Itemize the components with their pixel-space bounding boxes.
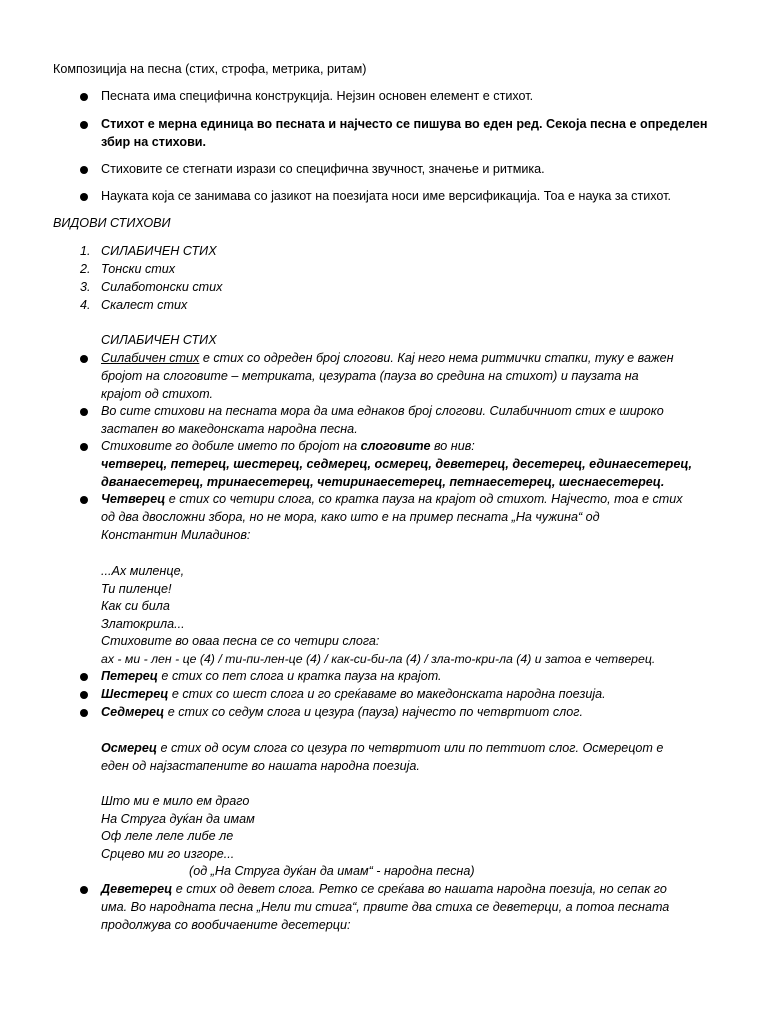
chetverec-text: е стих со четири слога, со кратка пауза на крајот од стихот. Најчесто, тоа е стих <box>165 492 683 506</box>
names-text-a: Стиховите го добиле името по бројот на <box>101 439 361 453</box>
shesterec-line <box>101 686 606 704</box>
syllabic-def-text: е стих со одреден број слогови. Кај него нема ритмички стапки, туку е важен <box>199 351 674 365</box>
poem2-line1: Што ми е мило ем драго <box>101 794 250 808</box>
type-item-3: Силаботонски стих <box>101 280 223 294</box>
poem2-source: (од „На Струга дуќан да имам“ - народна песна) <box>189 864 475 878</box>
chetverec-line1 <box>101 491 683 509</box>
type-number: 1. <box>80 244 91 258</box>
section-heading: ВИДОВИ СТИХОВИ <box>53 216 171 230</box>
bullet-icon <box>80 408 88 416</box>
names-text-c: во нив: <box>430 439 475 453</box>
type-number: 4. <box>80 298 91 312</box>
osmerec-term: Осмерец <box>101 741 157 755</box>
bullet-icon <box>80 443 88 451</box>
type-item-4: Скалест стих <box>101 298 188 312</box>
osmerec-text: е стих од осум слога со цезура по четвртиот или по петтиот слог. Осмерецот е <box>156 741 664 755</box>
intro-bullet-2-line2: збир на стихови. <box>101 135 207 149</box>
type-number: 3. <box>80 280 91 294</box>
poem1-syllables: ах - ми - лен - це (4) / ти-пи-лен-це (4) / как-си-би-ла (4) / зла-то-кри-ла (4) и затоа е четверец. <box>101 652 656 666</box>
equal-syllables-line2: застапен во македонската народна песна. <box>101 422 358 436</box>
chetverec-line2: од два двосложни збора, но не мора, како што е на пример песната „На чужина“ од <box>101 510 600 524</box>
osmerec-line2: еден од најзастапените во нашата народна поезија. <box>101 759 420 773</box>
peterec-term: Петерец <box>101 669 158 683</box>
peterec-text: е стих со пет слога и кратка пауза на крајот. <box>157 669 442 683</box>
devetterec-line1 <box>101 881 667 899</box>
sedmerec-term: Седмерец <box>101 705 165 719</box>
bullet-icon <box>80 691 88 699</box>
names-text-b: слоговите <box>360 439 431 453</box>
shesterec-text: е стих со шест слога и го среќаваме во македонската народна поезија. <box>168 687 606 701</box>
osmerec-line1 <box>101 740 663 758</box>
syllabic-def-line3: крајот од стихот. <box>101 387 214 401</box>
type-item-1: СИЛАБИЧЕН СТИХ <box>101 244 217 258</box>
bullet-icon <box>80 886 88 894</box>
names-list-line1: четверец, петерец, шестерец, седмерец, осмерец, деветерец, десетерец, единаесетерец, <box>101 457 692 471</box>
poem2-line3: Оф леле леле либе ле <box>101 829 234 843</box>
devetterec-text: е стих од девет слога. Ретко се среќава во нашата народна поезија, но сепак го <box>172 882 667 896</box>
poem1-line1: ...Ах миленце, <box>101 564 185 578</box>
intro-bullet-3: Стиховите се стегнати изрази со специфична звучност, значење и ритмика. <box>101 162 545 176</box>
syllabic-def-line2: бројот на слоговите – метриката, цезурата (пауза во средина на стихот) и паузата на <box>101 369 639 383</box>
sedmerec-line <box>101 704 583 722</box>
type-number: 2. <box>80 262 91 276</box>
sub-heading: СИЛАБИЧЕН СТИХ <box>101 333 217 347</box>
peterec-line <box>101 668 442 686</box>
intro-bullet-2-line1: Стихот е мерна единица во песната и најчесто се пишува во еден ред. Секоја песна е определен <box>101 117 708 131</box>
shesterec-term: Шестерец <box>101 687 169 701</box>
bullet-icon <box>80 673 88 681</box>
sedmerec-text: е стих со седум слога и цезура (пауза) најчесто по четвртиот слог. <box>164 705 583 719</box>
intro-bullet-1: Песната има специфична конструкција. Нејзин основен елемент е стихот. <box>101 89 534 103</box>
bullet-icon <box>80 709 88 717</box>
intro-bullet-4: Науката која се занимава со јазикот на поезијата носи име версификација. Тоа е наука за стихот. <box>101 189 672 203</box>
bullet-icon <box>80 166 88 174</box>
devetterec-term: Деветерец <box>101 882 173 896</box>
poem1-line2: Ти пиленце! <box>101 582 172 596</box>
type-item-2: Тонски стих <box>101 262 176 276</box>
poem2-line4: Срцево ми го изгоре... <box>101 847 235 861</box>
poem1-note: Стиховите во оваа песна се со четири слога: <box>101 634 380 648</box>
devetterec-line3: продолжува со вообичаените десетерци: <box>101 918 351 932</box>
bullet-icon <box>80 496 88 504</box>
syllabic-term: Силабичен стих <box>101 351 200 365</box>
names-list-line2: дванаесетерец, тринаесетерец, четиринаесетерец, петнаесетерец, шеснаесетерец. <box>101 475 665 489</box>
chetverec-term: Четверец <box>101 492 166 506</box>
devetterec-line2: има. Во народната песна „Нели ти стига“, првите два стиха се деветерци, а потоа песната <box>101 900 670 914</box>
bullet-icon <box>80 121 88 129</box>
bullet-icon <box>80 193 88 201</box>
bullet-icon <box>80 355 88 363</box>
syllabic-def-line1 <box>101 350 674 368</box>
names-line1 <box>101 438 475 456</box>
document-title: Композиција на песна (стих, строфа, метрика, ритам) <box>53 62 367 76</box>
poem1-line3: Как си била <box>101 599 170 613</box>
poem1-line4: Златокрила... <box>101 617 185 631</box>
bullet-icon <box>80 93 88 101</box>
poem2-line2: На Струга дуќан да имам <box>101 812 255 826</box>
equal-syllables-line1: Во сите стихови на песната мора да има еднаков број слогови. Силабичниот стих е широко <box>101 404 664 418</box>
chetverec-line3: Константин Миладинов: <box>101 528 251 542</box>
